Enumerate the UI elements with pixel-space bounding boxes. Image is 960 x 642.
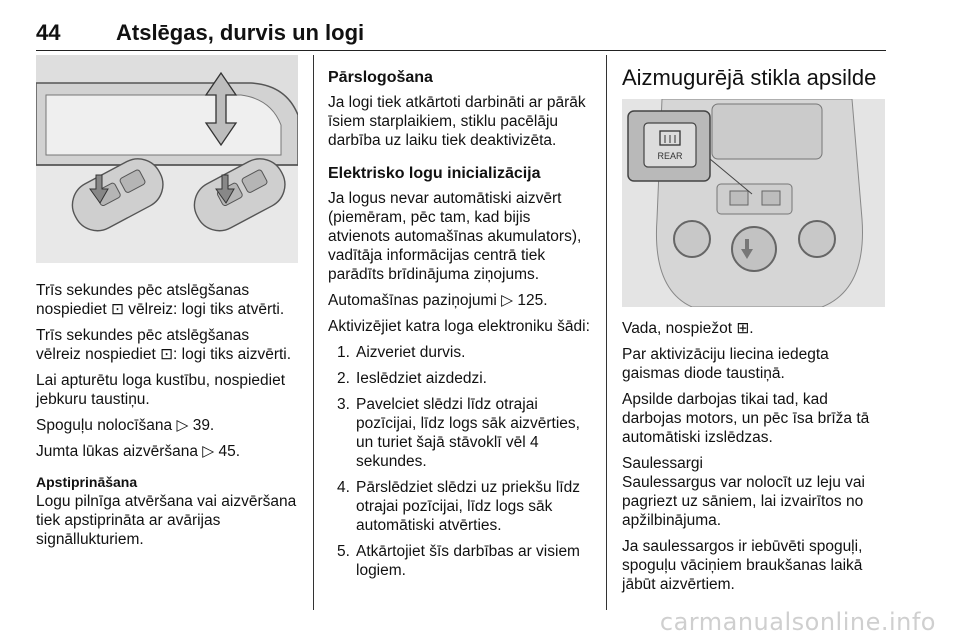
cross-reference: Spoguļu nolocīšana ▷ 39. [36,417,215,434]
window-key-illustration [36,55,298,263]
dashboard-drawing [622,99,885,307]
paragraph: Ja logi tiek atkārtoti darbināti ar pārāk īsiem starplaikiem, stiklu pacēlāju darbība uz laiku tiek deaktivizēta. [328,94,586,149]
paragraph: Trīs sekundes pēc atslēgšanas nospiediet ⊡ vēlreiz: logi tiks atvērti. [36,282,285,318]
paragraph: Lai apturētu loga kustību, nospiediet jebkuru taustiņu. [36,372,286,408]
column-middle [328,68,594,587]
list-item: 5. Atkārtojiet šīs darbības ar visiem logiem. [337,543,580,579]
paragraph: Saulessargus var nolocīt uz leju vai pagriezt uz sāniem, lai izvairītos no apžilbinājuma. [622,474,865,529]
heading-window-init: Elektrisko logu inicializācija [328,165,541,182]
heading-rear-window-heating: Aizmugurējā stikla apsilde [622,65,877,90]
column-left [36,55,298,556]
chapter-title: Atslēgas, durvis un logi [116,20,365,45]
column-divider-1 [313,55,314,610]
column-right [622,65,887,601]
paragraph: Logu pilnīga atvēršana vai aizvēršana tiek apstiprināta ar avārijas signāllukturiem. [36,493,297,548]
paragraph: Vada, nospiežot ⊞. [622,320,754,337]
paragraph: Aktivizējiet katra loga elektroniku šādi: [328,318,590,335]
paragraph: Apsilde darbojas tikai tad, kad darbojas motors, un pēc īsa brīža tā automātiski izslēdzas. [622,391,870,446]
list-item: 4. Pārslēdziet slēdzi uz priekšu līdz otrajai pozīcijai, līdz logs sāk automātiski atvērties. [337,479,580,534]
cross-reference: Automašīnas paziņojumi ▷ 125. [328,292,548,309]
steps-list [328,343,594,580]
watermark: carmanualsonline.info [659,608,936,636]
window-key-drawing [36,55,298,263]
dashboard-illustration [622,99,885,307]
list-item: 2. Ieslēdziet aizdedzi. [337,370,487,387]
column-divider-2 [606,55,607,610]
list-item: 3. Pavelciet slēdzi līdz otrajai pozīcijai, līdz logs sāk aizvērties, un turiet šajā stāvoklī vēl 4 sekundes. [337,396,580,470]
heading-overload: Pārslogošana [328,69,433,86]
paragraph: Ja saulessargos ir iebūvēti spoguļi, spoguļu vāciņiem braukšanas laikā jābūt aizvērtiem. [622,538,863,593]
paragraph: Par aktivizāciju liecina iedegta gaismas diode taustiņā. [622,346,829,382]
cross-reference: Jumta lūkas aizvēršana ▷ 45. [36,443,241,460]
subheading-confirmation: Apstiprināšana [36,474,138,490]
heading-sun-visors: Saulessargi [622,455,703,472]
list-item: 1. Aizveriet durvis. [337,344,466,361]
paragraph: Ja logus nevar automātiski aizvērt (piemēram, pēc tam, kad bijis atvienots automašīnas akumulators), vadītāja informācijas centrā tiek parādīts brīdinājuma ziņojums. [328,190,582,283]
page-number: 44 [36,20,61,45]
page-header [36,14,886,51]
paragraph: Trīs sekundes pēc atslēgšanas vēlreiz nospiediet ⊡: logi tiks aizvērti. [36,327,292,363]
rear-button-label: REAR [657,151,683,161]
